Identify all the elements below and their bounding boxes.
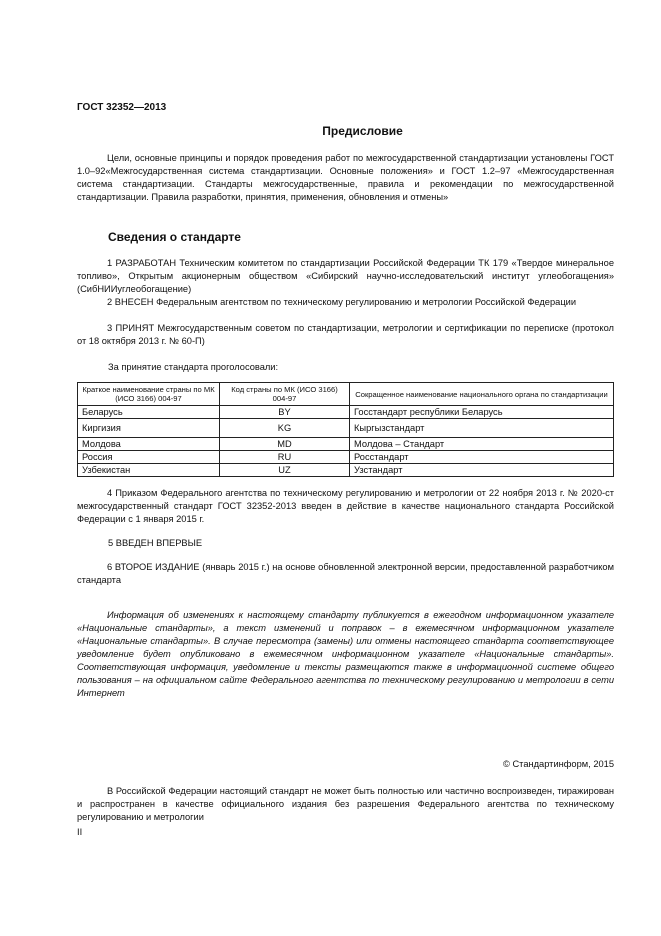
- table-header-code: Код страны по МК (ИСО 3166) 004-97: [220, 383, 350, 406]
- legal-notice-text: В Российской Федерации настоящий стандарт не может быть полностью или частично воспроизведен, тиражирован и распространен в качестве официального издания без разрешения Федерального агентства по техническому регулированию и метрологии: [77, 786, 614, 822]
- voted-label: За принятие стандарта проголосовали:: [108, 362, 279, 372]
- info-item-2-text: 2 ВНЕСЕН Федеральным агентством по техническому регулированию и метрологии Российской Федерации: [107, 297, 577, 307]
- table-row: [78, 419, 614, 438]
- table-cell-code: MD: [220, 438, 350, 451]
- changes-notice-text: Информация об изменениях к настоящему стандарту публикуется в ежегодном информационном указателе «Национальные стандарты», а текст изменений и поправок – в ежемесячном информационном указателе «Национальные стандарты». В случае пересмотра (замены) или отмены настоящего стандарта соответствующее уведомление будет опубликовано в ежемесячном информационном указателе «Национальные стандарты». Соответствующая информация, уведомление и тексты размещаются также в информационной системе общего пользования – на официальном сайте Федерального агентства по техническому регулированию и метрологии в сети Интернет: [77, 610, 614, 698]
- info-item-1: [77, 257, 614, 296]
- table-cell-country: Молдова: [78, 438, 220, 451]
- info-item-6-text: 6 ВТОРОЕ ИЗДАНИЕ (январь 2015 г.) на основе обновленной электронной версии, предоставленной разработчиком стандарта: [77, 562, 614, 585]
- page-number: II: [77, 827, 83, 837]
- table-cell-body: Узстандарт: [350, 464, 614, 477]
- table-cell-body: Молдова – Стандарт: [350, 438, 614, 451]
- table-cell-country: Киргизия: [78, 419, 220, 438]
- info-item-3: [77, 322, 614, 348]
- foreword-text: [77, 152, 614, 204]
- table-row: [78, 451, 614, 464]
- table-cell-code: KG: [220, 419, 350, 438]
- table-cell-body: Росстандарт: [350, 451, 614, 464]
- copyright: © Стандартинформ, 2015: [503, 759, 614, 769]
- info-item-5: 5 ВВЕДЕН ВПЕРВЫЕ: [108, 538, 203, 548]
- table-row: [78, 438, 614, 451]
- info-item-6: [77, 561, 614, 587]
- table-cell-code: UZ: [220, 464, 350, 477]
- table-cell-code: RU: [220, 451, 350, 464]
- table-row: [78, 406, 614, 419]
- foreword-text-content: Цели, основные принципы и порядок проведения работ по межгосударственной стандартизации установлены ГОСТ 1.0–92«Межгосударственная система стандартизации. Основные положения» и ГОСТ 1.2–97 «Межгосударственная система стандартизации. Стандарты межгосударственные, правила и рекомендации по межгосударственной стандартизации. Правила разработки, принятия, применения, обновления и отмены»: [77, 153, 614, 202]
- table-cell-body: Кыргызстандарт: [350, 419, 614, 438]
- changes-notice: [77, 609, 614, 700]
- info-item-4: [77, 487, 614, 526]
- foreword-title: Предисловие: [322, 124, 403, 138]
- table-cell-country: Россия: [78, 451, 220, 464]
- table-cell-code: BY: [220, 406, 350, 419]
- info-title: Сведения о стандарте: [108, 230, 241, 244]
- document-code: ГОСТ 32352—2013: [77, 102, 167, 113]
- info-item-1-text: 1 РАЗРАБОТАН Техническим комитетом по стандартизации Российской Федерации ТК 179 «Твердое минеральное топливо», Открытым акционерным обществом «Сибирский научно-исследовательский институт углеобогащения» (СибНИИуглеобогащение): [77, 258, 614, 294]
- info-item-4-text: 4 Приказом Федерального агентства по техническому регулированию и метрологии от 22 ноября 2013 г. № 2020-ст межгосударственный стандарт ГОСТ 32352-2013 введен в действие в качестве национального стандарта Российской Федерации с 1 января 2015 г.: [77, 488, 614, 524]
- table-cell-body: Госстандарт республики Беларусь: [350, 406, 614, 419]
- voting-table: [77, 382, 614, 477]
- table-row: [78, 464, 614, 477]
- table-header-row: [78, 383, 614, 406]
- table-cell-country: Беларусь: [78, 406, 220, 419]
- info-item-2: [77, 296, 614, 309]
- info-item-3-text: 3 ПРИНЯТ Межгосударственным советом по стандартизации, метрологии и сертификации по переписке (протокол от 18 октября 2013 г. № 60-П): [77, 323, 614, 346]
- table-header-country: Краткое наименование страны по МК (ИСО 3166) 004-97: [78, 383, 220, 406]
- table-cell-country: Узбекистан: [78, 464, 220, 477]
- legal-notice: [77, 785, 614, 824]
- table-header-body: Сокращенное наименование национального органа по стандартизации: [350, 383, 614, 406]
